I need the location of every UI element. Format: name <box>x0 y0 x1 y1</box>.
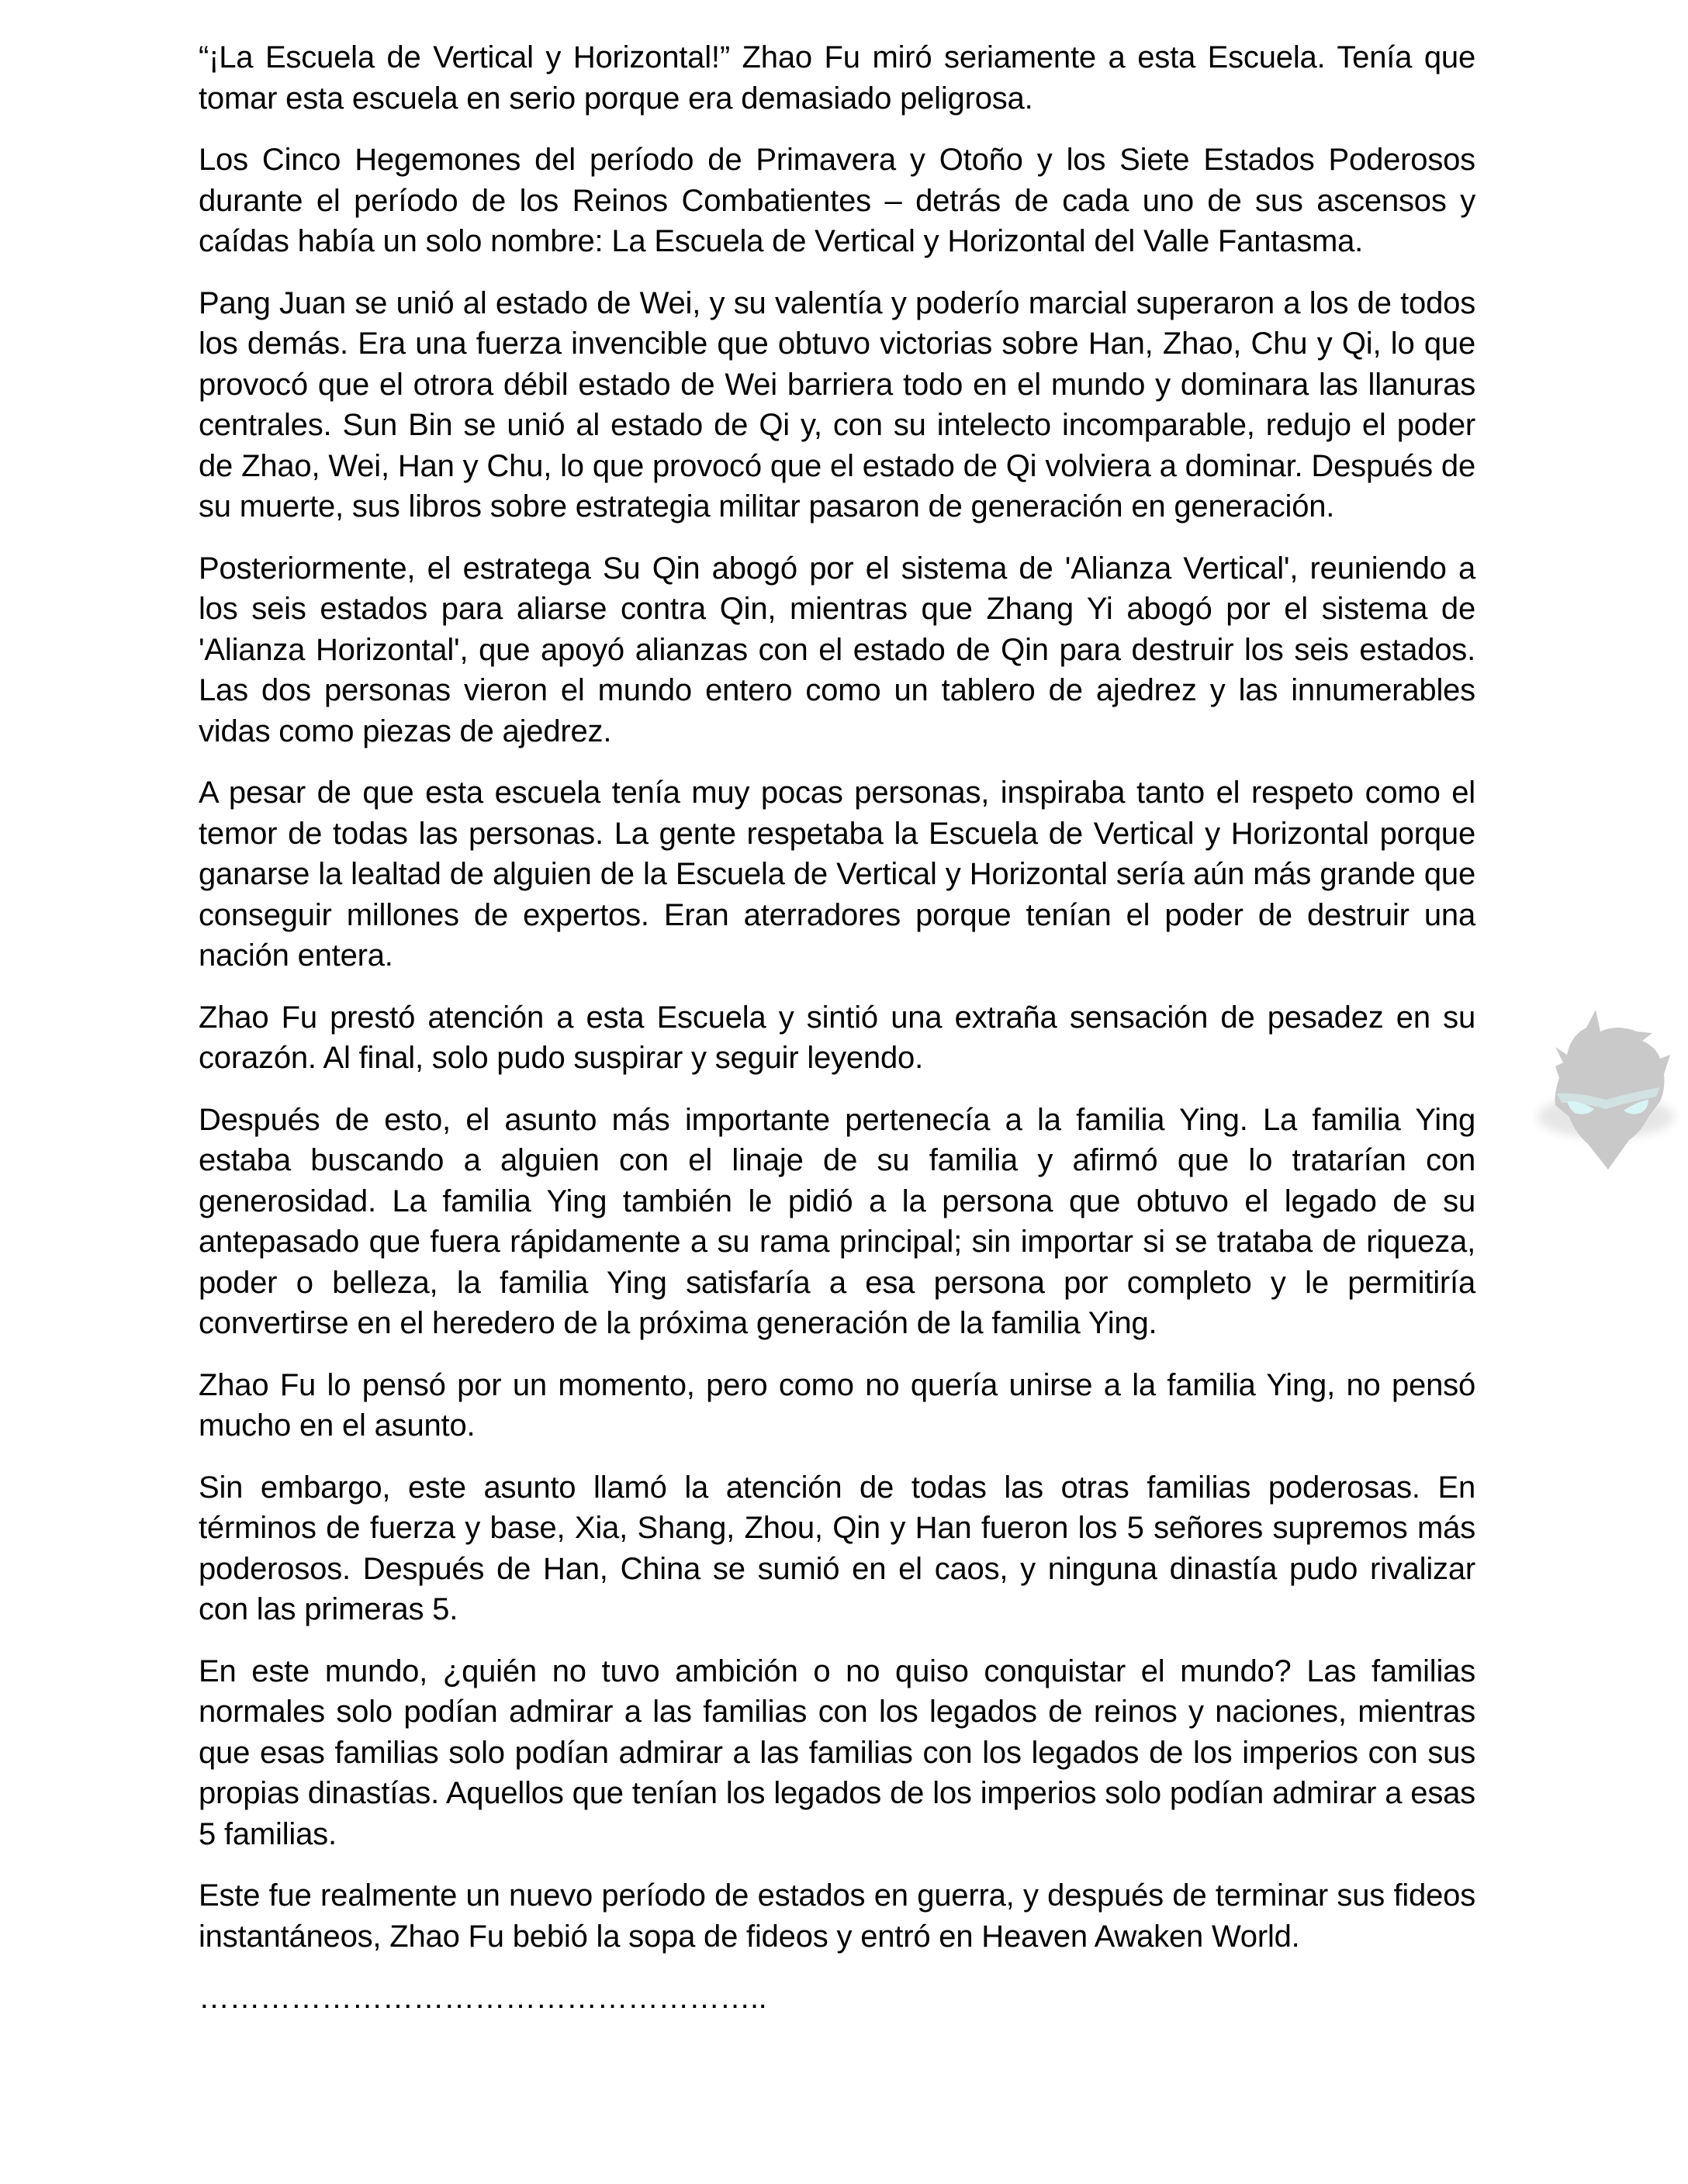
paragraph: Zhao Fu lo pensó por un momento, pero como no quería unirse a la familia Ying, no pensó mucho en el asunto. <box>199 1367 1475 1443</box>
paragraph: Pang Juan se unió al estado de Wei, y su valentía y poderío marcial superaron a los de todos los demás. Era una fuerza invencible que obtuvo victorias sobre Han, Zhao, Chu y Qi, lo que provocó que el otrora débil estado de Wei barriera todo en el mundo y dominara las llanuras centrales. Sun Bin se unió al estado de Qi y, con su intelecto incomparable, redujo el poder de Zhao, Wei, Han y Chu, lo que provocó que el estado de Qi volviera a dominar. Después de su muerte, sus libros sobre estrategia militar pasaron de generación en generación. <box>199 285 1475 524</box>
paragraph: Este fue realmente un nuevo período de estados en guerra, y después de terminar sus fideos instantáneos, Zhao Fu bebió la sopa de fideos y entró en Heaven Awaken World. <box>199 1878 1475 1954</box>
document-body <box>199 37 1475 2019</box>
demon-head-icon <box>1532 1000 1679 1175</box>
paragraph: Sin embargo, este asunto llamó la atención de todas las otras familias poderosas. En términos de fuerza y base, Xia, Shang, Zhou, Qin y Han fueron los 5 señores supremos más poderosos. Después de Han, China se sumió en el caos, y ninguna dinastía pudo rivalizar con las primeras 5. <box>199 1470 1475 1626</box>
paragraph: A pesar de que esta escuela tenía muy pocas personas, inspiraba tanto el respeto como el temor de todas las personas. La gente respetaba la Escuela de Vertical y Horizontal porque ganarse la lealtad de alguien de la Escuela de Vertical y Horizontal sería aún más grande que conseguir millones de expertos. Eran aterradores porque tenían el poder de destruir una nación entera. <box>199 776 1475 973</box>
section-separator: ……………………………………………….. <box>199 1981 767 2015</box>
paragraph: En este mundo, ¿quién no tuvo ambición o no quiso conquistar el mundo? Las familias normales solo podían admirar a las familias con los legados de reinos y naciones, mientras que esas familias solo podían admirar a las familias con los legados de los imperios con sus propias dinastías. Aquellos que tenían los legados de los imperios solo podían admirar a esas 5 familias. <box>199 1654 1475 1851</box>
paragraph: Después de esto, el asunto más importante pertenecía a la familia Ying. La familia Ying estaba buscando a alguien con el linaje de su familia y afirmó que lo tratarían con generosidad. La familia Ying también le pidió a la persona que obtuvo el legado de su antepasado que fuera rápidamente a su rama principal; sin importar si se trataba de riqueza, poder o belleza, la familia Ying satisfaría a esa persona por completo y le permitiría convertirse en el heredero de la próxima generación de la familia Ying. <box>199 1102 1475 1340</box>
paragraph: “¡La Escuela de Vertical y Horizontal!” Zhao Fu miró seriamente a esta Escuela. Tenía que tomar esta escuela en serio porque era demasiado peligrosa. <box>199 40 1475 116</box>
paragraph: Posteriormente, el estratega Su Qin abogó por el sistema de 'Alianza Vertical', reuniendo a los seis estados para aliarse contra Qin, mientras que Zhang Yi abogó por el sistema de 'Alianza Horizontal', que apoyó alianzas con el estado de Qin para destruir los seis estados. Las dos personas vieron el mundo entero como un tablero de ajedrez y las innumerables vidas como piezas de ajedrez. <box>199 551 1475 748</box>
paragraph: Zhao Fu prestó atención a esta Escuela y sintió una extraña sensación de pesadez en su corazón. Al final, solo pudo suspirar y seguir leyendo. <box>199 1000 1475 1075</box>
paragraph: Los Cinco Hegemones del período de Primavera y Otoño y los Siete Estados Poderosos durante el período de los Reinos Combatientes – detrás de cada uno de sus ascensos y caídas había un solo nombre: La Escuela de Vertical y Horizontal del Valle Fantasma. <box>199 143 1475 258</box>
